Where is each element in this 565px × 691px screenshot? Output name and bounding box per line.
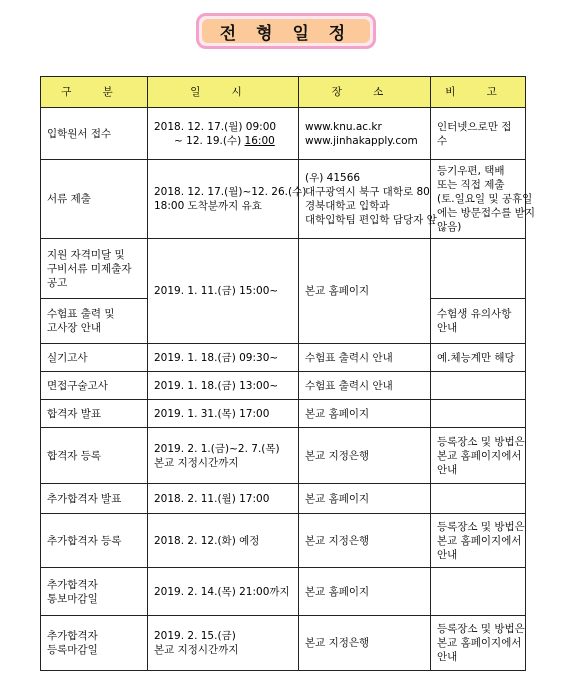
table-row [41,160,526,239]
row-note [431,568,526,616]
table-row [41,239,526,299]
table-row [41,616,526,671]
note-line: 등록장소 및 방법은 [437,520,525,533]
row-place: 수험표 출력시 안내 [299,372,431,400]
table-row [41,344,526,372]
note-line: (토.일요일 및 공휴일 [437,193,533,205]
row-place: 본교 지정은행 [299,514,431,568]
row-item: 실기고사 [41,344,148,372]
note-line: 등록장소 및 방법은 [437,623,525,635]
row-place [299,160,437,239]
item-line: 등록마감일 [47,644,98,656]
row-place: 본교 홈페이지 [299,568,431,616]
header-datetime: 일 시 [148,77,299,108]
note-line: 본교 홈페이지에서 [437,449,522,462]
datetime-line: 2018. 12. 17.(월)~12. 26.(수) [154,186,307,198]
datetime-text: ~ 12. 19.(수) [174,134,245,147]
url-link[interactable]: www.knu.ac.kr [305,120,382,133]
note-line: 안내 [437,651,458,663]
row-place: 본교 홈페이지 [299,484,431,514]
title-banner [196,13,376,49]
place-line: 대학입학팀 편입학 담당자 앞 [305,214,437,226]
datetime-line: 18:00 도착분까지 유효 [154,200,262,212]
row-datetime [148,428,299,484]
row-datetime: 2018. 2. 11.(월) 17:00 [148,484,299,514]
schedule-table [40,76,535,671]
table-row [41,484,526,514]
row-note [431,400,526,428]
note-line: 안내 [437,548,458,561]
row-note [431,484,526,514]
datetime-line [154,134,292,148]
row-place: 본교 지정은행 [299,428,431,484]
item-line: 통보마감일 [47,592,98,605]
table-row [41,514,526,568]
row-item: 합격자 발표 [41,400,148,428]
row-item [41,299,148,344]
row-item [41,239,148,299]
row-datetime [148,616,299,671]
place-line: 대구광역시 북구 대학로 80 [305,186,430,198]
item-line: 지원 자격미달 및 [47,248,125,261]
row-place: 본교 홈페이지 [299,400,431,428]
note-line: 수험생 유의사항 [437,308,512,320]
note-line: 않음) [437,221,462,233]
row-place: 수험표 출력시 안내 [299,344,431,372]
row-datetime [148,108,299,160]
row-item: 합격자 등록 [41,428,148,484]
row-note [431,299,526,344]
item-line: 수험표 출력 및 [47,308,115,320]
row-datetime: 2019. 1. 11.(금) 15:00~ [148,239,299,344]
row-note [431,514,526,568]
row-item [41,616,148,671]
datetime-line: 2019. 2. 15.(금) [154,630,236,642]
table-row [41,108,526,160]
item-line: 추가합격자 [47,578,98,591]
row-datetime: 2019. 1. 18.(금) 13:00~ [148,372,299,400]
note-line: 등기우편, 택배 [437,165,505,177]
datetime-line: 본교 지정시간까지 [154,644,239,656]
row-datetime: 2019. 1. 31.(목) 17:00 [148,400,299,428]
row-item [41,568,148,616]
place-line: (우) 41566 [305,172,361,184]
row-note [431,160,535,239]
item-line: 공고 [47,276,68,289]
page-title: 전 형 일 정 [202,19,370,43]
row-datetime: 2019. 2. 14.(목) 21:00까지 [148,568,299,616]
row-place [299,108,431,160]
note-line: 또는 직접 제출 [437,179,505,191]
table-row [41,428,526,484]
table-row [41,568,526,616]
datetime-deadline: 16:00 [244,134,275,147]
row-note [431,372,526,400]
row-datetime: 2018. 2. 12.(화) 예정 [148,514,299,568]
row-note: 인터넷으로만 접수 [431,108,526,160]
row-item: 추가합격자 등록 [41,514,148,568]
header-row [41,77,526,108]
header-note: 비 고 [431,77,526,108]
note-line: 에는 방문접수를 받지 [437,207,535,219]
item-line: 추가합격자 [47,630,98,642]
note-line: 등록장소 및 방법은 [437,435,525,448]
datetime-line: 2019. 2. 1.(금)~2. 7.(목) [154,442,280,455]
item-line: 고사장 안내 [47,322,102,334]
row-note [431,616,526,671]
datetime-line: 2018. 12. 17.(월) 09:00 [154,120,277,133]
row-place: 본교 지정은행 [299,616,431,671]
table-row [41,372,526,400]
datetime-line: 본교 지정시간까지 [154,456,239,469]
row-note [431,239,526,299]
table-row [41,400,526,428]
header-category: 구 분 [41,77,148,108]
row-place: 본교 홈페이지 [299,239,431,344]
row-item: 면접구술고사 [41,372,148,400]
note-line: 안내 [437,463,458,476]
url-link[interactable]: www.jinhakapply.com [305,134,418,147]
item-line: 구비서류 미제출자 [47,262,132,275]
row-datetime: 2019. 1. 18.(금) 09:30~ [148,344,299,372]
row-datetime [148,160,307,239]
place-line: 경북대학교 입학과 [305,200,390,212]
note-line: 본교 홈페이지에서 [437,534,522,547]
row-item: 추가합격자 발표 [41,484,148,514]
row-item: 서류 제출 [41,160,148,239]
row-note [431,428,526,484]
row-note: 예.체능계만 해당 [431,344,526,372]
note-line: 본교 홈페이지에서 [437,637,522,649]
note-line: 안내 [437,322,458,334]
header-place: 장 소 [299,77,431,108]
row-item: 입학원서 접수 [41,108,148,160]
